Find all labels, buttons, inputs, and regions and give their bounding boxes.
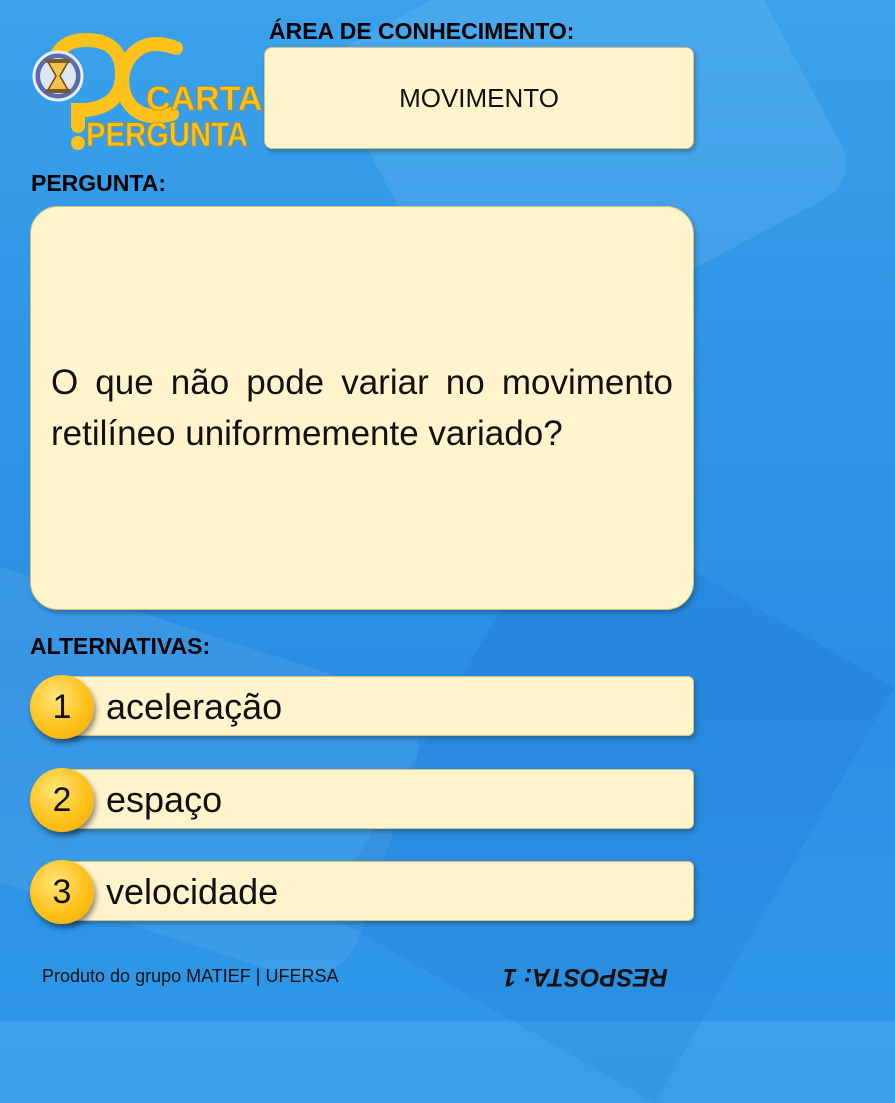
alternatives-label: ALTERNATIVAS: <box>30 633 211 659</box>
carta-pergunta-logo <box>24 30 263 155</box>
alternative-option-2[interactable] <box>60 769 694 829</box>
alternative-option-1[interactable] <box>60 676 694 736</box>
alternative-option-3[interactable] <box>60 861 694 921</box>
logo-text-bottom: PERGUNTA <box>86 116 248 154</box>
number-badge[interactable]: 3 <box>30 860 94 924</box>
answer-upside-down: RESPOSTA: 1 <box>503 963 668 991</box>
logo-text-top: CARTA <box>146 80 263 118</box>
area-label: ÁREA DE CONHECIMENTO: <box>269 18 575 44</box>
logo-graphic <box>24 30 263 155</box>
question-text: O que não pode variar no movimento retilíneo uniformemente variado? <box>51 363 673 453</box>
question-box <box>30 206 694 610</box>
alternative-text: velocidade <box>106 871 279 912</box>
alternative-text: espaço <box>106 779 223 820</box>
question-label: PERGUNTA: <box>31 170 167 196</box>
number-badge[interactable]: 2 <box>30 768 94 832</box>
footer-credit: Produto do grupo MATIEF | UFERSA <box>42 966 339 986</box>
area-value: MOVIMENTO <box>399 82 559 113</box>
area-box <box>264 47 694 149</box>
alternative-text: aceleração <box>106 686 283 727</box>
number-badge[interactable]: 1 <box>30 675 94 739</box>
